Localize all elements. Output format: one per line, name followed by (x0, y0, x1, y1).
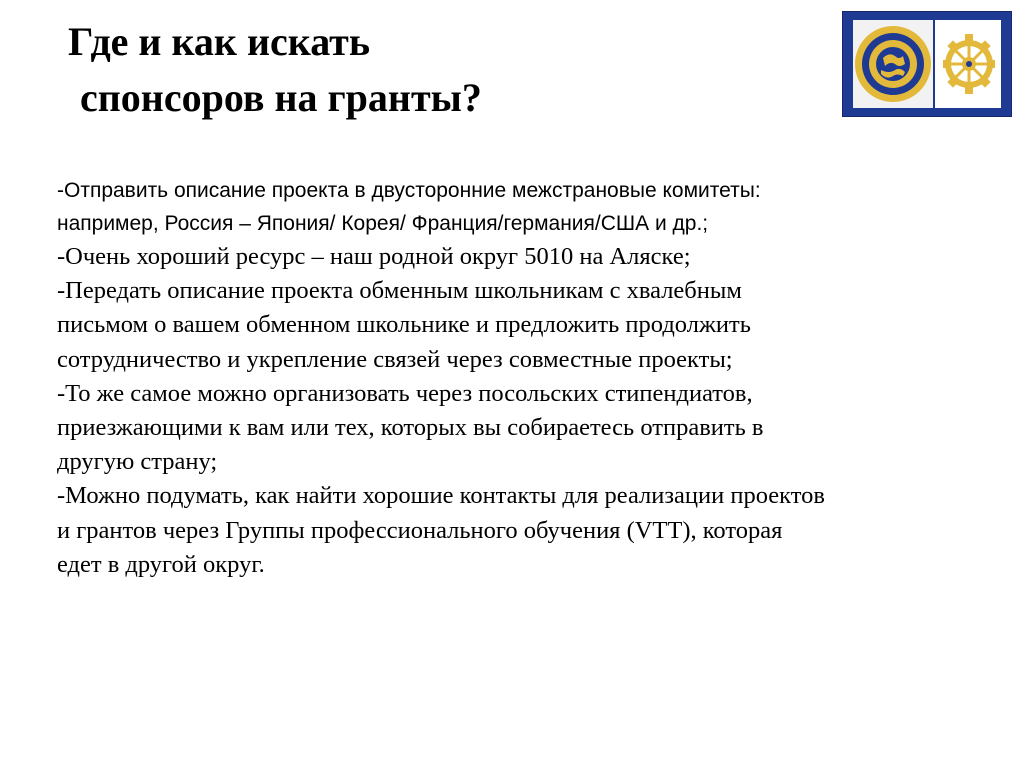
slide-body (57, 174, 997, 582)
title-line-2: спонсоров на гранты? (80, 75, 482, 120)
title-line-1: Где и как искать (68, 19, 370, 64)
body-line-1: -Отправить описание проекта в двусторонние межстрановые комитеты: (57, 179, 761, 202)
body-line-6: сотрудничество и укрепление связей через совместные проекты; (57, 345, 733, 373)
body-line-12: едет в другой округ. (57, 550, 265, 578)
body-line-4: -Передать описание проекта обменным школьникам с хвалебным (57, 277, 742, 305)
body-line-7: -То же самое можно организовать через посольских стипендиатов, (57, 379, 753, 407)
body-line-5: письмом о вашем обменном школьнике и предложить продолжить (57, 311, 751, 339)
body-line-8: приезжающими к вам или тех, которых вы собираетесь отправить в (57, 414, 764, 442)
body-line-11: и грантов через Группы профессионального обучения (VTT), которая (57, 516, 783, 544)
rotary-logo (842, 11, 1012, 117)
body-line-10: -Можно подумать, как найти хорошие контакты для реализации проектов (57, 482, 825, 510)
slide-title (68, 14, 808, 126)
body-line-2: например, Россия – Япония/ Корея/ Франция/германия/США и др.; (57, 212, 709, 235)
body-line-9: другую страну; (57, 448, 218, 476)
rotary-foundation-emblem-icon (853, 20, 933, 108)
rotary-wheel-icon (935, 20, 1001, 108)
body-line-3: -Очень хороший ресурс – наш родной округ 5010 на Аляске; (57, 243, 691, 270)
